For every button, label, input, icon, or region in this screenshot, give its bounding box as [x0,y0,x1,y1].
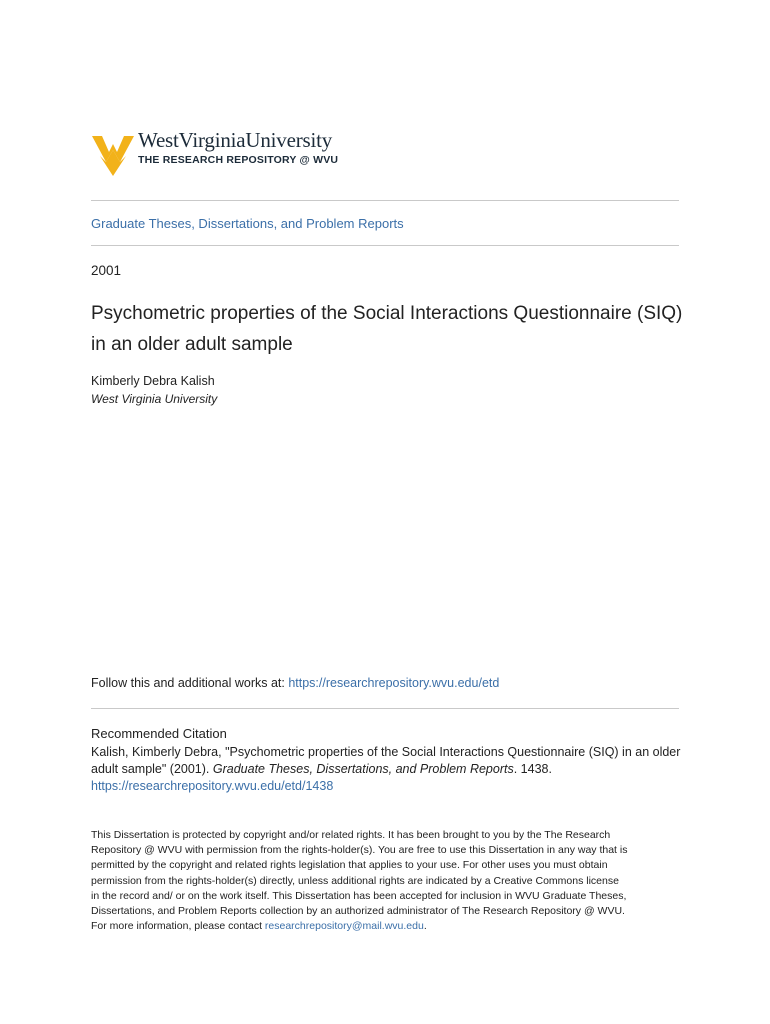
divider [91,200,679,201]
repository-name: THE RESEARCH REPOSITORY @ WVU [138,154,339,166]
notice-line: permission from the rights-holder(s) directly, unless additional rights are indicated by a Creative Commons license [91,874,619,887]
notice-line: permitted by the copyright and related rights legislation that applies to your use. For other uses you must obtain [91,859,608,872]
citation-fragment: . 1438. [513,762,552,776]
contact-prefix: For more information, please contact [91,920,265,933]
citation-line [91,761,691,778]
citation-heading: Recommended Citation [91,726,227,741]
citation-fragment: adult sample" (2001). [91,762,213,776]
copyright-notice [91,828,681,934]
university-name: WestVirginiaUniversity [138,128,333,152]
divider [91,708,679,709]
notice-line [91,919,681,934]
citation-line: Kalish, Kimberly Debra, "Psychometric properties of the Social Interactions Questionnaire (SIQ) in an older [91,745,681,759]
citation-link[interactable]: https://researchrepository.wvu.edu/etd/1438 [91,779,334,793]
document-title: Psychometric properties of the Social Interactions Questionnaire (SIQ) in an older adult sample [91,303,683,355]
notice-line: Repository @ WVU with permission from the rights-holder(s). You are free to use this Dissertation in any way that is [91,844,628,857]
follow-text: Follow this and additional works at: [91,676,289,690]
notice-line: This Dissertation is protected by copyright and/or related rights. It has been brought to you by the The Research [91,829,611,841]
notice-line: in the record and/ or on the work itself. This Dissertation has been accepted for inclusion in WVU Graduate Theses, [91,889,627,902]
series-link[interactable]: Graduate Theses, Dissertations, and Problem Reports [91,216,404,231]
citation-text [91,744,691,795]
collection-link[interactable]: https://researchrepository.wvu.edu/etd [288,676,500,690]
author-affiliation: West Virginia University [91,392,218,406]
divider [91,245,679,246]
contact-suffix: . [423,920,427,933]
notice-line: Dissertations, and Problem Reports collection by an authorized administrator of The Research Repository @ WVU. [91,905,625,918]
contact-email-link[interactable]: researchrepository@mail.wvu.edu [264,920,424,933]
wvu-logo[interactable] [91,130,381,180]
wvu-flying-wv-logo-icon [91,132,135,176]
citation-series: Graduate Theses, Dissertations, and Problem Reports [212,762,514,776]
follow-line [91,676,499,690]
author-name: Kimberly Debra Kalish [91,374,215,388]
publication-year: 2001 [91,263,122,278]
